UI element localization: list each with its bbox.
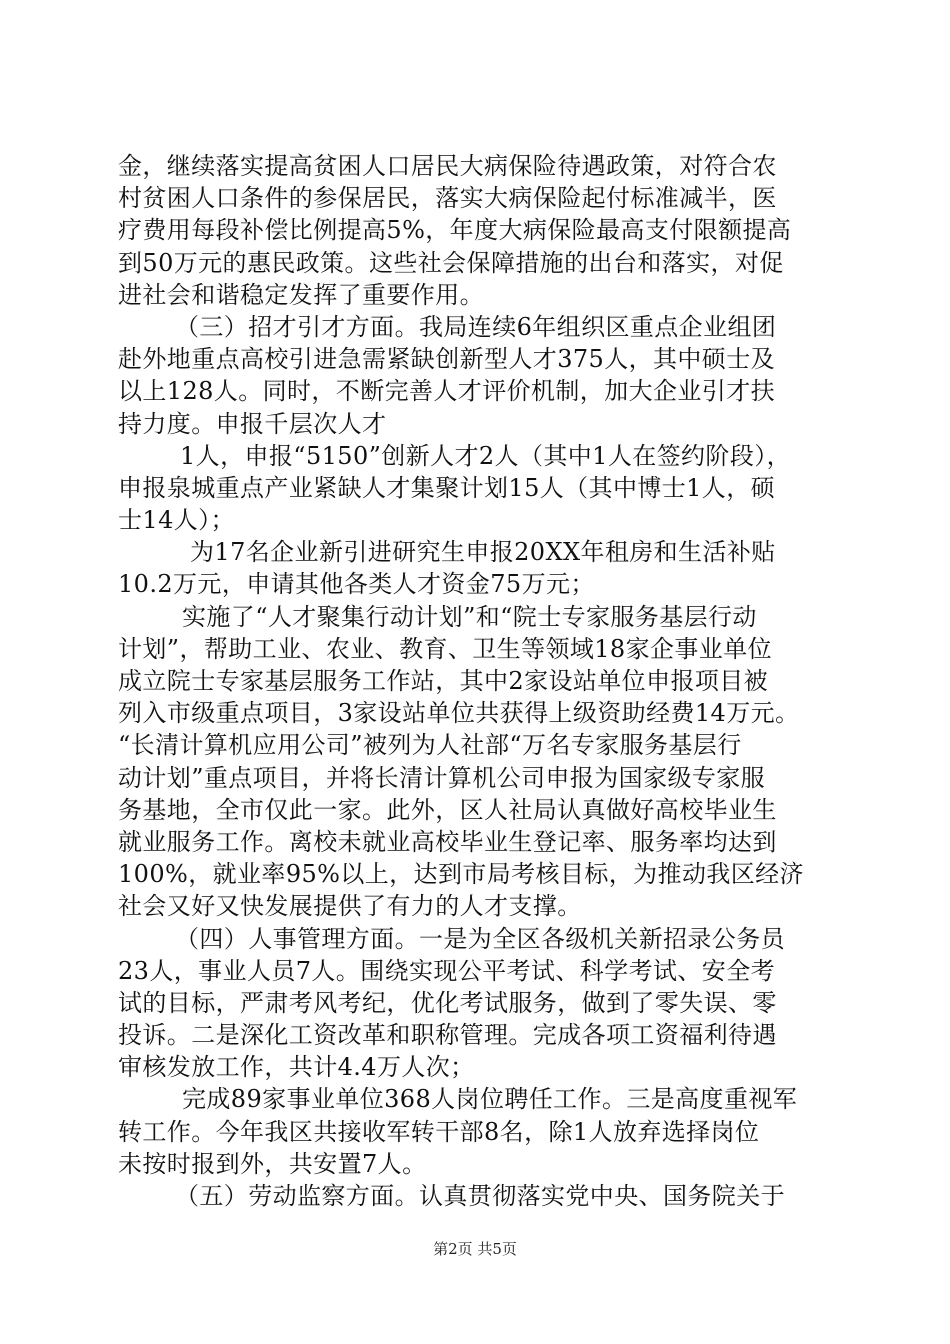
text-line: 村贫困人口条件的参保居民，落实大病保险起付标准减半，医	[118, 184, 777, 213]
text-line: 申报泉城重点产业紧缺人才集聚计划15人（其中博士1人，硕	[118, 473, 776, 502]
text-line: 以上128人。同时，不断完善人才评价机制，加大企业引才扶	[118, 377, 776, 406]
text-line: 务基地，全市仅此一家。此外，区人社局认真做好高校毕业生	[118, 795, 777, 824]
text-line: 社会又好又快发展提供了有力的人才支撑。	[118, 892, 582, 921]
text-line: “长清计算机应用公司”被列为人社部“万名专家服务基层行	[118, 731, 742, 760]
text-line: 计划”，帮助工业、农业、教育、卫生等领域18家企事业单位	[118, 634, 773, 663]
text-line: 列入市级重点项目，3家设站单位共获得上级资助经费14万元。	[118, 699, 800, 728]
text-line: 进社会和谐稳定发挥了重要作用。	[118, 280, 484, 309]
text-line: 100%，就业率95%以上，达到市局考核目标，为推动我区经济	[118, 860, 804, 889]
section-heading-line: （四）人事管理方面。一是为全区各级机关新招录公务员	[175, 924, 785, 953]
text-line: 投诉。二是深化工资改革和职称管理。完成各项工资福利待遇	[118, 1021, 777, 1050]
page-footer: 第2页 共5页	[433, 1240, 517, 1258]
text-line: 就业服务工作。离校未就业高校毕业生登记率、服务率均达到	[118, 827, 777, 856]
text-line: 动计划”重点项目，并将长清计算机公司申报为国家级专家服	[118, 763, 766, 792]
text-line: 1人，申报“5150”创新人才2人（其中1人在签约阶段），	[180, 441, 792, 470]
text-line: 试的目标，严肃考风考纪，优化考试服务，做到了零失误、零	[118, 988, 777, 1017]
text-line: 完成89家事业单位368人岗位聘任工作。三是高度重视军	[182, 1085, 798, 1114]
text-line: 10.2万元，申请其他各类人才资金75万元；	[118, 570, 595, 599]
section-heading-line: （三）招才引才方面。我局连续6年组织区重点企业组团	[175, 312, 777, 341]
text-line: 为17名企业新引进研究生申报20XX年租房和生活补贴	[190, 538, 776, 567]
text-line: 成立院士专家基层服务工作站，其中2家设站单位申报项目被	[118, 667, 769, 695]
text-line: 到50万元的惠民政策。这些社会保障措施的出台和落实，对促	[118, 248, 784, 277]
body-text	[118, 150, 833, 1212]
text-line: 持力度。申报千层次人才	[118, 409, 387, 438]
text-line: 转工作。今年我区共接收军转干部8名，除1人放弃选择岗位	[118, 1117, 760, 1146]
text-line: 未按时报到外，共安置7人。	[118, 1149, 427, 1178]
section-heading-line: （五）劳动监察方面。认真贯彻落实党中央、国务院关于	[175, 1182, 785, 1210]
text-line: 疗费用每段补偿比例提高5%，年度大病保险最高支付限额提高	[118, 216, 792, 245]
text-line: 实施了“人才聚集行动计划”和“院士专家服务基层行动	[182, 602, 757, 631]
text-line: 23人，事业人员7人。围绕实现公平考试、科学考试、安全考	[118, 956, 776, 985]
text-line: 士14人）；	[118, 506, 235, 535]
text-line: 赴外地重点高校引进急需紧缺创新型人才375人，其中硕士及	[118, 345, 776, 374]
text-line: 金，继续落实提高贫困人口居民大病保险待遇政策，对符合农	[118, 152, 777, 180]
text-line: 审核发放工作，共计4.4万人次；	[118, 1053, 475, 1082]
